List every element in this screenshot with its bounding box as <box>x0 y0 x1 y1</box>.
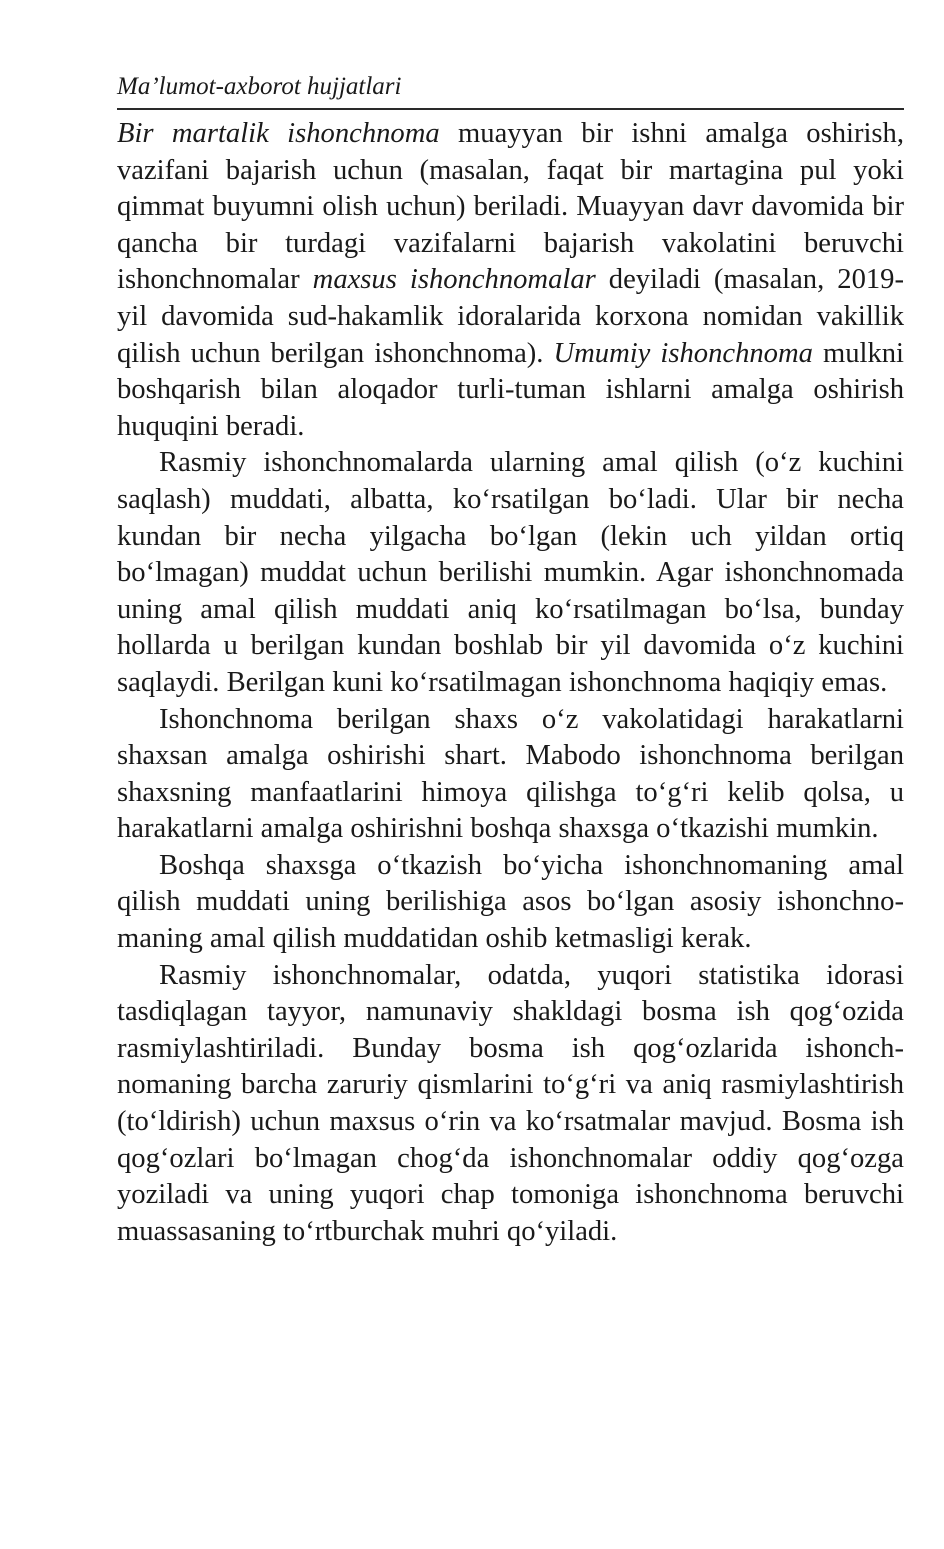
paragraph-text: Ishonchnoma berilgan shaxs o‘z vakolatidagi harakatlarni shaxsan amalga oshirishi shart. Mabodo ishonchnoma berilgan shaxsning manfaatlarini himoya qilishga to‘g‘ri kelib qolsa, u harakatlarni amalga oshirishni boshqa shaxsga o‘tkazishi mumkin. <box>117 703 904 845</box>
running-header: Ma’lumot-axborot hujjatlari <box>117 73 402 100</box>
book-page <box>117 70 904 1250</box>
paragraph-one-time-power-of-attorney <box>117 116 904 445</box>
term-maxsus: maxsus ishonchnomalar <box>312 264 596 296</box>
paragraph-validity-period <box>117 445 904 701</box>
paragraph-text: Boshqa shaxsga o‘tkazish bo‘yicha ishonchnomaning amal qilish muddati uning berilishiga asos bo‘lgan asosiy ishonchnomaning amal qilish muddatidan oshib ketmasligi kerak. <box>117 849 904 955</box>
term-umumiy: Umumiy ishonchnoma <box>553 337 813 369</box>
paragraph-text: Rasmiy ishonchnomalarda ularning amal qilish (o‘z kuchini saqlash) muddati, albatta, ko‘rsatilgan bo‘ladi. Ular bir necha kundan bir necha yilgacha bo‘lgan (lekin uch yildan ortiq bo‘lmagan) muddat uchun berilishi mumkin. Agar ishonchnomada uning amal qilish muddati aniq ko‘rsatilmagan bo‘lsa, bunday hollarda u berilgan kundan boshlab bir yil davomida o‘z kuchini saqlaydi. Berilgan kuni ko‘rsatilmagan ishonchnoma haqiqiy emas. <box>117 447 904 698</box>
paragraph-text: Rasmiy ishonchnomalar, odatda, yuqori statistika idorasi tasdiqlagan tayyor, namunaviy shakldagi bosma ish qog‘ozida rasmiylashtiriladi. Bunday bosma ish qog‘ozlarida ishonchnomaning barcha zaruriy qismlarini to‘g‘ri va aniq rasmiylashtirish (to‘ldirish) uchun maxsus o‘rin va ko‘rsatmalar mavjud. Bosma ish qog‘ozlari bo‘lmagan chog‘da ishonchnomalar oddiy qog‘ozga yoziladi va uning yuqori chap tomoniga ishonchnoma beruvchi muassasaning to‘rtburchak muhri qo‘yiladi. <box>117 959 904 1247</box>
paragraph-text: muayyan bir ishni amalga oshirish, vazifani bajarish uchun (masalan, faqat bir martagina pul yoki qimmat buyumni olish uchun) beriladi. Muayyan davr davomida bir qancha bir turdagi vazifalarni bajarish vakolatini beruvchi ishonchnomalar <box>117 118 904 296</box>
paragraph-text: deyiladi (masalan, 2019-yil davomida sud-hakamlik idoralarida korxona nomidan vakillik qilish uchun berilgan ishonchnoma). <box>117 264 904 369</box>
body-text <box>117 116 904 1250</box>
term-bir-martalik: Bir martalik ishonchnoma <box>117 118 440 149</box>
paragraph-text: mulkni boshqarish bilan aloqador turli-tuman ishlarni amalga oshirish huquqini beradi. <box>117 337 904 442</box>
paragraph-personal-execution <box>117 702 904 848</box>
paragraph-transfer-term <box>117 848 904 958</box>
paragraph-official-forms <box>117 958 904 1251</box>
header-rule <box>117 108 904 110</box>
